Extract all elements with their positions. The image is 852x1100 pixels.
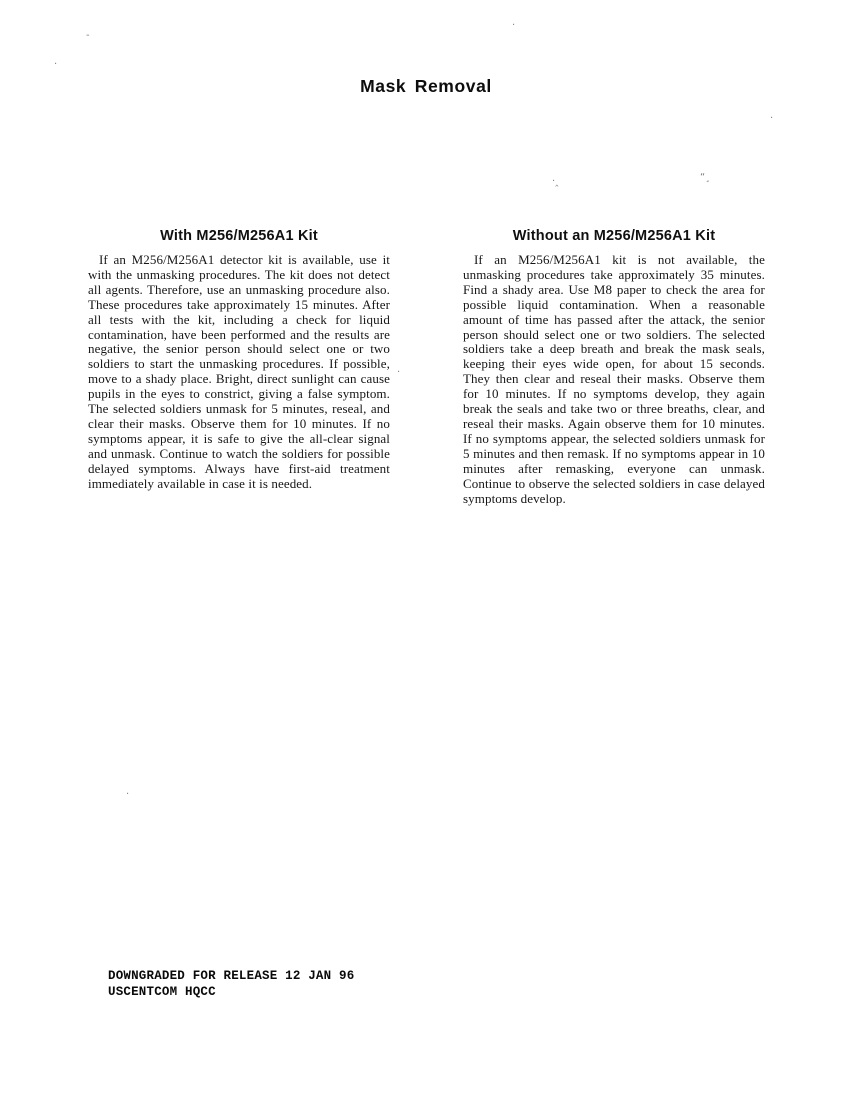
scan-speck: · [512,20,516,31]
scan-speck: . [397,364,401,375]
column-without-kit [463,228,765,506]
page-title: Mask Removal [360,76,492,96]
downgrade-notice-line-1: DOWNGRADED FOR RELEASE 12 JAN 96 [108,969,355,983]
downgrade-notice-line-2: USCENTCOM HQCC [108,984,216,999]
columns-container [88,228,765,506]
scan-speck: . [770,110,774,121]
column-without-kit-heading: Without an M256/M256A1 Kit [512,228,716,244]
column-with-kit [88,228,390,506]
scan-speck: . [126,786,130,797]
column-with-kit-body: If an M256/M256A1 detector kit is available, use it with the unmasking procedures. The kit does not detect all agents. Therefore, use an unmasking procedure also. These procedures take approximately 15 minutes. After all tests with the kit, including a check for liquid contamination, have been performed and the results are negative, the senior person should select one or two soldiers to start the unmasking procedures. If possible, move to a shady place. Bright, direct sunlight can cause pupils in the eyes to constrict, giving a false symptom. The selected soldiers unmask for 5 minutes, reseal, and clear their masks. Observe them for 10 minutes. If no symptoms appear, it is safe to give the all-clear signal and unmask. Continue to watch the soldiers for possible delayed symptoms. Always have first-aid treatment immediately available in case it is needed. [88,252,390,491]
downgrade-notice [108,969,354,1000]
scan-speck: - [86,30,90,41]
column-without-kit-body: If an M256/M256A1 kit is not available, the unmasking procedures take approximately 35 minutes. Find a shady area. Use M8 paper to check the area for possible liquid contamination. When a reasonable amount of time has passed after the attack, the senior person should select one or two soldiers. The selected soldiers take a deep breath and break the mask seals, keeping their eyes wide open, for about 15 seconds. They then clear and reseal their masks. Observe them for 10 minutes. If no symptoms develop, they again break the seals and take two or three breaths, clear, and reseal their masks. Again observe them for 10 minutes. If no symptoms appear, the selected soldiers unmask for 5 minutes and then remask. If no symptoms appear in 10 minutes after remasking, everyone can unmask. Continue to observe the selected soldiers in case delayed symptoms develop. [463,252,765,506]
scan-speck: “¸ [700,172,711,183]
scan-speck: ·‸ [552,176,559,187]
scan-speck: . [54,56,58,67]
column-with-kit-heading: With M256/M256A1 Kit [160,228,318,244]
